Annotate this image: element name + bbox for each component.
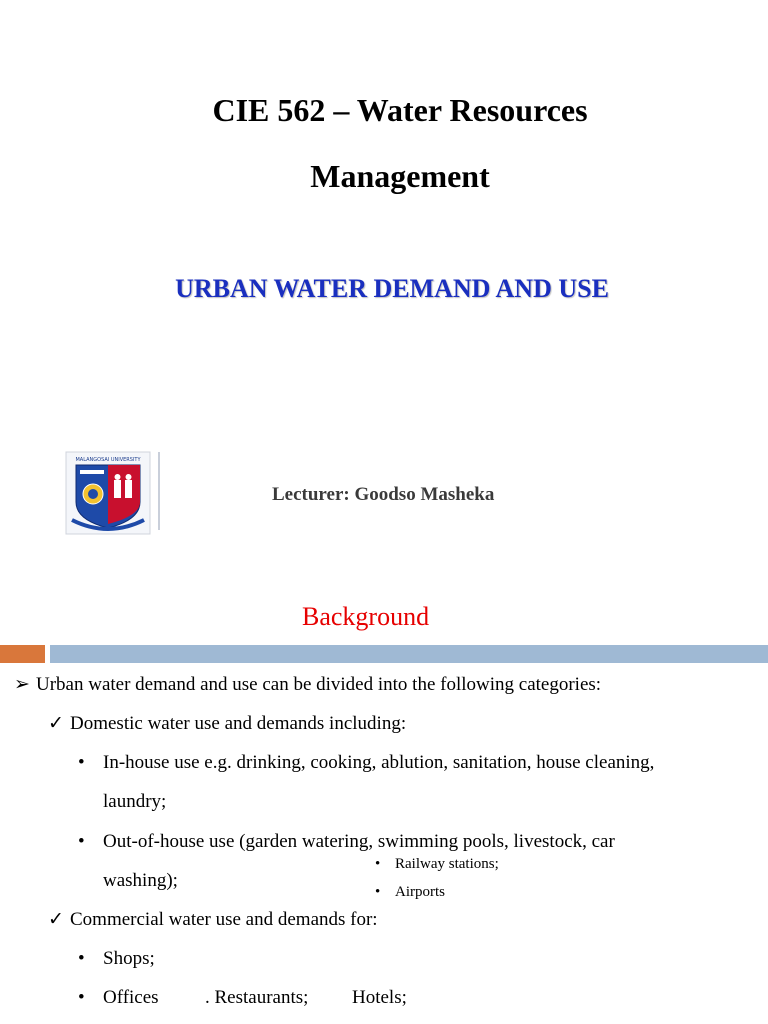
commercial-item-shops: Shops; [103,948,155,969]
lecturer-name: Lecturer: Goodso Masheka [272,484,495,505]
bullet-icon: • [78,948,85,969]
domestic-item-2-line-1: Out-of-house use (garden watering, swimming pools, livestock, car [103,831,615,852]
arrow-bullet-icon: ➢ [14,674,30,695]
domestic-item-1-line-2: laundry; [103,791,167,812]
side-note-2 [375,884,445,901]
check-icon: ✓ [48,909,64,930]
intro-text: Urban water demand and use can be divided into the following categories: [36,674,602,695]
side-note-text: Railway stations; [395,856,499,872]
intro-line [14,673,601,696]
domestic-item-2-line-2: washing); [103,870,178,891]
title-line-1: CIE 562 – Water Resources [212,92,588,128]
side-note-1 [375,856,499,873]
check-icon: ✓ [48,713,64,734]
commercial-item-offices: Offices [103,987,159,1008]
side-note-text: Airports [395,884,445,900]
list-item [78,831,615,853]
bullet-icon: • [375,856,381,872]
title-line-2: Management [310,158,490,194]
domestic-heading [48,712,406,735]
bullet-icon: • [78,987,85,1008]
commercial-item-restaurants: . Restaurants; [205,987,309,1008]
logo-text: MALANGOSAI UNIVERSITY [75,457,141,463]
divider-orange-block [0,645,45,663]
university-logo [62,450,162,536]
divider-blue-bar [50,645,768,663]
section-heading: Background [302,602,430,631]
bullet-icon: • [375,884,381,900]
bullet-icon: • [78,831,85,852]
list-item [78,948,155,970]
domestic-item-1-line-1: In-house use e.g. drinking, cooking, ablution, sanitation, house cleaning, [103,752,655,773]
domestic-label: Domestic water use and demands including: [70,713,407,734]
subtitle: URBAN WATER DEMAND AND USE [175,274,609,303]
commercial-label: Commercial water use and demands for: [70,909,378,930]
commercial-item-hotels: Hotels; [352,987,407,1008]
bullet-icon: • [78,752,85,773]
list-item [78,752,654,774]
list-item [78,987,159,1009]
commercial-heading [48,908,378,931]
